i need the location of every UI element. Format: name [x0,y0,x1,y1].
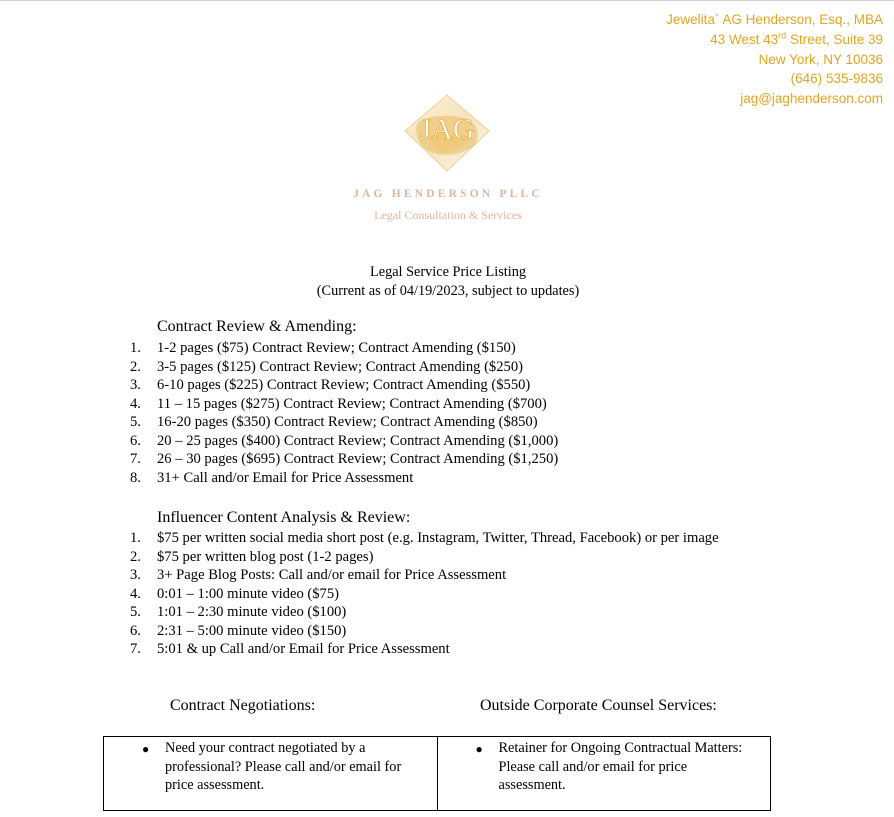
influencer-heading: Influencer Content Analysis & Review: [157,509,411,526]
subtitle-line: (Current as of 04/19/2023, subject to updates) [316,283,580,299]
list-item: 1. 1-2 pages ($75) Contract Review; Contract Amending ($150) [130,340,516,356]
bullet-icon: ● [475,742,483,756]
list-item: 6. 2:31 – 5:00 minute video ($150) [130,622,347,639]
street-address: 43 West 43rd Street, Suite 39 [710,30,883,47]
list-item: 1. $75 per written social media short post (e.g. Instagram, Twitter, Thread, Facebook) or per image [130,530,719,546]
list-item: 5. 1:01 – 2:30 minute video ($100) [130,604,347,620]
phone-number: (646) 535-9836 [790,71,883,87]
list-item: 2. $75 per written blog post (1-2 pages) [130,548,374,565]
attorney-name: Jewelita` AG Henderson, Esq., MBA [666,12,883,27]
top-rule [0,0,894,1]
list-item: 4. 11 – 15 pages ($275) Contract Review; Contract Amending ($700) [130,395,547,412]
list-item: 3. 6-10 pages ($225) Contract Review; Contract Amending ($550) [130,377,531,393]
list-item: 2. 3-5 pages ($125) Contract Review; Contract Amending ($250) [130,358,523,375]
firm-tagline: Legal Consultation & Services [374,208,522,222]
contract-review-heading: Contract Review & Amending: [157,318,357,335]
list-item: 6. 20 – 25 pages ($400) Contract Review; Contract Amending ($1,000) [130,432,559,449]
logo-monogram: JAG [419,113,475,146]
corporate-counsel-cell [437,737,771,810]
list-item: 7. 5:01 & up Call and/or Email for Price Assessment [130,641,450,657]
negotiations-text: Need your contract negotiated by a professional? Please call and/or email for price assessment. [165,740,402,793]
bullet-icon: ● [142,742,150,756]
list-item: 3. 3+ Page Blog Posts: Call and/or email for Price Assessment [130,567,507,583]
firm-name: JAG HENDERSON PLLC [353,188,543,200]
list-item: 7. 26 – 30 pages ($695) Contract Review; Contract Amending ($1,250) [130,451,559,467]
jag-logo [397,93,497,175]
negotiations-cell [104,737,437,810]
document-title [200,263,696,301]
letterhead-contact [666,10,883,109]
contract-review-list [0,339,558,487]
list-item: 8. 31+ Call and/or Email for Price Assessment [130,469,414,486]
services-table [103,736,771,811]
city-state-zip: New York, NY 10036 [758,51,883,67]
corporate-counsel-text: Retainer for Ongoing Contractual Matters: Please call and/or email for price assessment. [498,740,743,793]
influencer-list [0,529,719,659]
corporate-counsel-heading: Outside Corporate Counsel Services: [480,697,717,714]
email-link[interactable]: jag@jaghenderson.com [740,91,883,107]
negotiations-heading: Contract Negotiations: [170,697,316,714]
list-item: 5. 16-20 pages ($350) Contract Review; Contract Amending ($850) [130,414,538,430]
list-item: 4. 0:01 – 1:00 minute video ($75) [130,585,339,602]
title-line: Legal Service Price Listing [369,264,527,280]
